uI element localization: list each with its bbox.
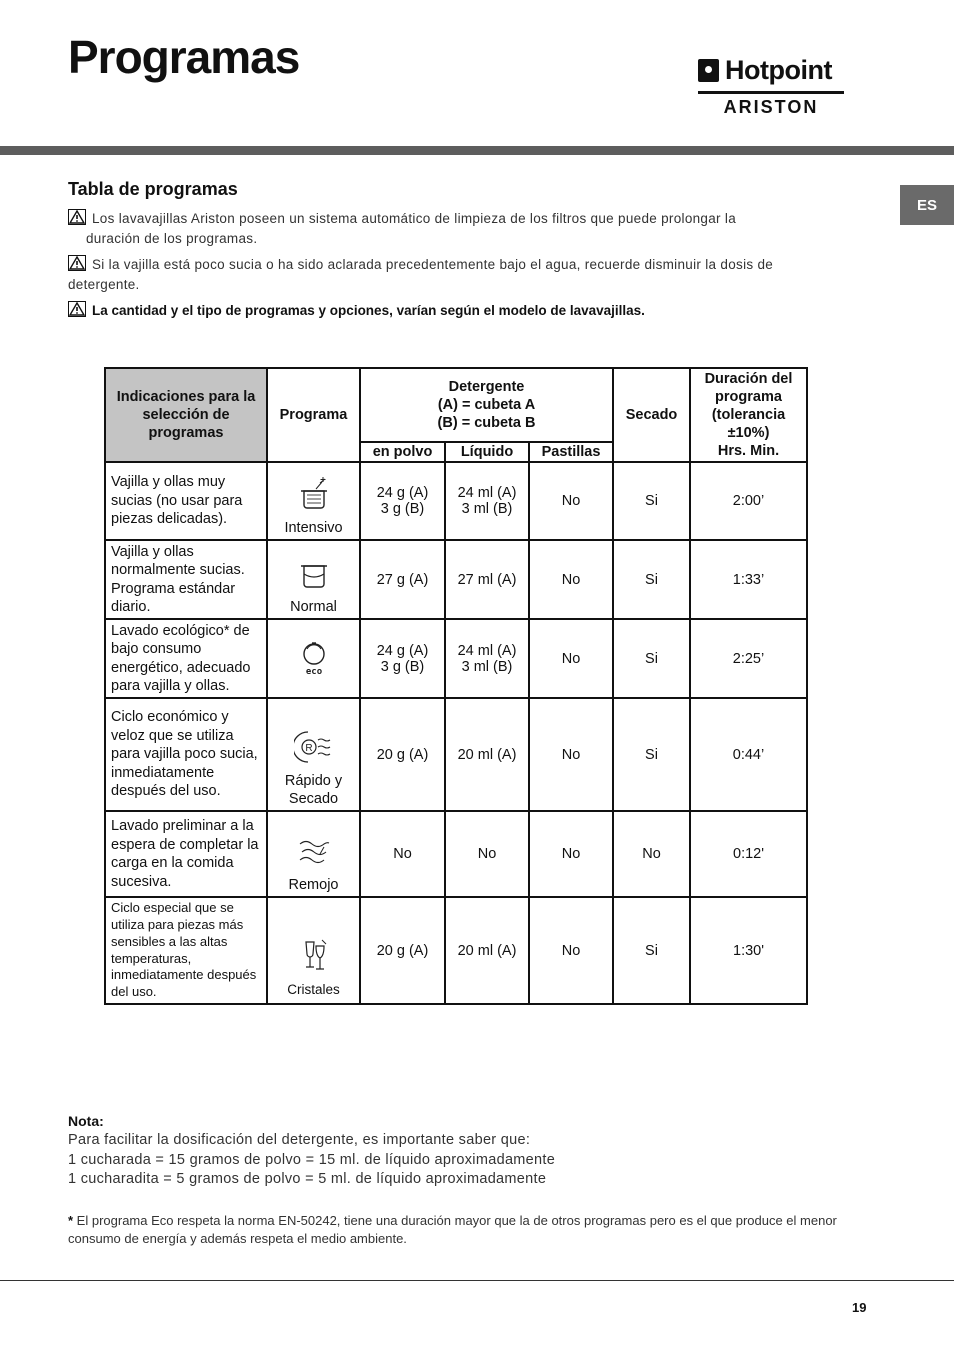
brand-logo (698, 54, 848, 118)
intensive-pot-icon (294, 473, 334, 515)
row-description: Vajilla y ollas muy sucias (no usar para piezas delicadas). (105, 462, 267, 540)
table-row (105, 619, 807, 698)
row-duration: 1:33’ (690, 540, 807, 619)
warning-3: La cantidad y el tipo de programas y opciones, varían según el modelo de lavavajillas. (68, 301, 848, 321)
programs-table (104, 367, 808, 1005)
header-indications: Indicaciones para la selección de programas (105, 368, 267, 462)
row-drying: Si (613, 462, 690, 540)
header-duration: Duración del programa (tolerancia ±10%) Hrs. Min. (690, 368, 807, 462)
table-header-row (105, 368, 807, 442)
note-line: 1 cucharada = 15 gramos de polvo = 15 ml. de líquido aproximadamente (68, 1152, 556, 1168)
row-program: Intensivo (267, 462, 360, 540)
header-detergent: Detergente (A) = cubeta A (B) = cubeta B (360, 368, 613, 442)
logo-divider (698, 91, 844, 94)
plug-icon (698, 59, 719, 82)
warning-2: Si la vajilla está poco sucia o ha sido aclarada precedentemente bajo el agua, recuerde disminuir la dosis de detergente. (68, 257, 774, 292)
row-duration: 0:44’ (690, 698, 807, 811)
normal-pot-icon (294, 552, 334, 594)
row-powder: 24 g (A) 3 g (B) (360, 462, 445, 540)
note-heading: Nota: (68, 1113, 104, 1129)
footnote: * El programa Eco respeta la norma EN-50242, tiene una duración mayor que la de otros programas pero es el que produce el menor consumo de energía y además respeta el medio ambiente. (68, 1213, 837, 1246)
warning-triangle-icon (68, 301, 86, 317)
row-description: Lavado ecológico* de bajo consumo energético, adecuado para vajilla y ollas. (105, 619, 267, 698)
soak-icon (294, 830, 334, 872)
row-powder: 20 g (A) (360, 698, 445, 811)
table-row (105, 462, 807, 540)
row-drying: Si (613, 698, 690, 811)
svg-text:eco: eco (305, 666, 322, 677)
row-tablets: No (529, 619, 613, 698)
row-powder: No (360, 811, 445, 897)
rapid-icon (294, 726, 334, 768)
header-liquid: Líquido (445, 442, 529, 462)
row-drying: Si (613, 540, 690, 619)
row-program: Cristales (267, 897, 360, 1004)
row-duration: 0:12' (690, 811, 807, 897)
language-tab: ES (900, 185, 954, 225)
row-liquid: 24 ml (A) 3 ml (B) (445, 462, 529, 540)
row-powder: 20 g (A) (360, 897, 445, 1004)
row-program: R Rápido y Secado (267, 698, 360, 811)
row-duration: 1:30' (690, 897, 807, 1004)
row-drying: Si (613, 619, 690, 698)
row-tablets: No (529, 698, 613, 811)
row-duration: 2:00’ (690, 462, 807, 540)
row-liquid: 27 ml (A) (445, 540, 529, 619)
logo-sub-text: ARISTON (723, 97, 819, 117)
table-row (105, 698, 807, 811)
row-tablets: No (529, 540, 613, 619)
svg-text:R: R (304, 743, 313, 754)
glasses-icon (294, 936, 334, 978)
row-powder: 24 g (A) 3 g (B) (360, 619, 445, 698)
row-tablets: No (529, 897, 613, 1004)
table-row (105, 811, 807, 897)
header-program: Programa (267, 368, 360, 462)
warning-triangle-icon (68, 209, 86, 225)
row-powder: 27 g (A) (360, 540, 445, 619)
header-powder: en polvo (360, 442, 445, 462)
row-program: Remojo (267, 811, 360, 897)
footer-divider (0, 1280, 954, 1281)
row-program: Normal (267, 540, 360, 619)
page-title: Programas (68, 31, 300, 83)
row-liquid: No (445, 811, 529, 897)
row-program (267, 619, 360, 698)
row-liquid: 20 ml (A) (445, 897, 529, 1004)
row-liquid: 20 ml (A) (445, 698, 529, 811)
note-line: Para facilitar la dosificación del detergente, es importante saber que: (68, 1132, 531, 1148)
row-drying: No (613, 811, 690, 897)
header-drying: Secado (613, 368, 690, 462)
eco-icon (294, 636, 334, 678)
page-number: 19 (852, 1300, 867, 1315)
table-row (105, 540, 807, 619)
row-liquid: 24 ml (A) 3 ml (B) (445, 619, 529, 698)
row-tablets: No (529, 462, 613, 540)
header-tablets: Pastillas (529, 442, 613, 462)
row-description: Ciclo económico y veloz que se utiliza para vajilla poco sucia, inmediatamente después del uso. (105, 698, 267, 811)
warning-1: Los lavavajillas Ariston poseen un sistema automático de limpieza de los filtros que puede prolongar la duración de los programas. (68, 209, 828, 249)
row-description: Lavado preliminar a la espera de completar la carga en la comida sucesiva. (105, 811, 267, 897)
header-band (0, 146, 954, 155)
row-description: Ciclo especial que se utiliza para piezas más sensibles a las altas temperaturas, inmediatamente después del uso. (105, 897, 267, 1004)
row-tablets: No (529, 811, 613, 897)
warning-triangle-icon (68, 255, 86, 271)
row-drying: Si (613, 897, 690, 1004)
section-title: Tabla de programas (68, 179, 238, 199)
logo-brand-text: Hotpoint (725, 54, 832, 85)
note-line: 1 cucharadita = 5 gramos de polvo = 5 ml. de líquido aproximadamente (68, 1171, 547, 1187)
row-duration: 2:25’ (690, 619, 807, 698)
row-description: Vajilla y ollas normalmente sucias. Programa estándar diario. (105, 540, 267, 619)
table-row (105, 897, 807, 1004)
